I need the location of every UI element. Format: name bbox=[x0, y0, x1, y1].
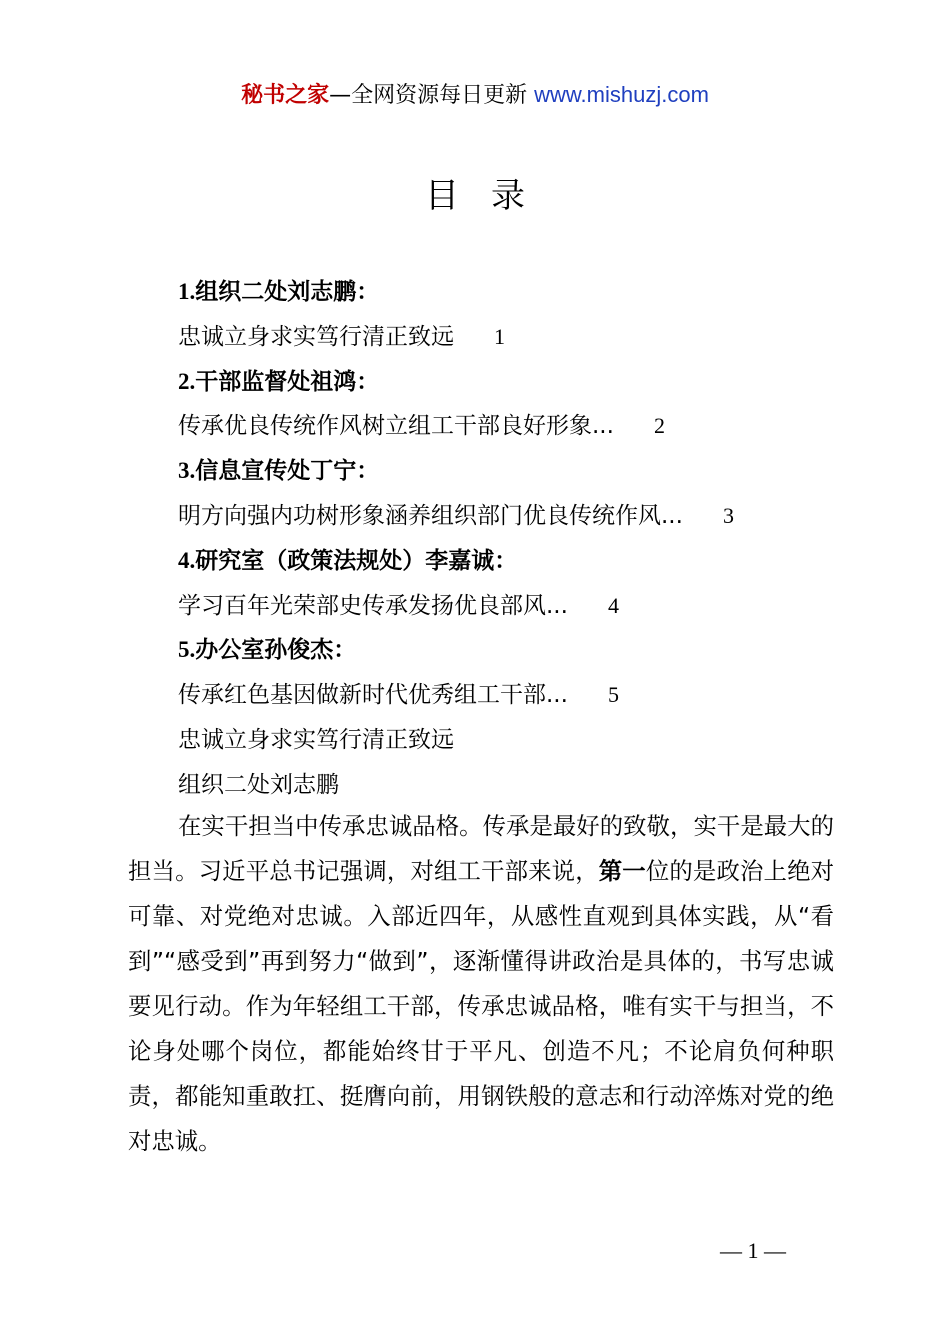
toc-heading-text: 信息宣传处丁宁： bbox=[195, 458, 380, 485]
toc-item-title: 传承红色基因做新时代优秀组工干部... bbox=[178, 682, 568, 709]
paragraph-text: 在实干担当中传承忠诚品格。传承是最好的致敬，实干是最大的担当。习近平总书记强调，对组工干部来说， bbox=[128, 812, 834, 885]
toc-heading-number: 3. bbox=[178, 458, 196, 484]
toc-heading bbox=[178, 360, 878, 405]
toc-heading-text: 组织二处刘志鹏： bbox=[195, 279, 380, 305]
toc-item-title: 忠诚立身求实笃行清正致远 bbox=[178, 323, 454, 350]
page-number: — 1 — bbox=[720, 1238, 786, 1263]
toc-title bbox=[0, 172, 950, 220]
website-link[interactable]: www.mishuzj.com bbox=[534, 82, 709, 107]
toc-heading bbox=[178, 539, 878, 584]
page-header bbox=[0, 80, 950, 111]
toc-heading-number: 5. bbox=[178, 637, 196, 663]
toc-page-number: 1 bbox=[494, 323, 505, 349]
toc-page-number: 5 bbox=[607, 682, 619, 708]
toc-heading-text: 办公室孙俊杰： bbox=[195, 637, 357, 664]
article-title: 忠诚立身求实笃行清正致远 bbox=[178, 726, 454, 753]
article-paragraph bbox=[128, 804, 834, 1164]
toc-item-title: 传承优良传统作风树立组工干部良好形象... bbox=[178, 413, 614, 440]
toc-item[interactable] bbox=[178, 584, 878, 629]
toc-page-number: 2 bbox=[653, 413, 665, 439]
toc-heading bbox=[178, 270, 878, 315]
paragraph-text: 位的是政治上绝对可靠、对党绝对忠诚。入部近四年，从感性直观到具体实践，从“看到”“感受到”再到努力“做到”，逐渐懂得讲政治是具体的，书写忠诚要见行动。作为年轻组工干部，传承忠诚品格，唯有实干与担当，不论身处哪个岗位，都能始终甘于平凡、创造不凡；不论肩负何种职责，都能知重敢扛、挺膺向前，用钢铁般的意志和行动淬炼对党的绝对忠诚。 bbox=[128, 857, 835, 1155]
toc-item[interactable] bbox=[178, 404, 878, 449]
toc-heading bbox=[178, 628, 878, 673]
brand-name: 秘书之家 bbox=[241, 83, 330, 108]
toc-item[interactable] bbox=[178, 494, 878, 539]
toc-item-title: 明方向强内功树形象涵养组织部门优良传统作风... bbox=[178, 502, 683, 529]
table-of-contents bbox=[178, 270, 878, 808]
header-slogan: —全网资源每日更新 bbox=[329, 83, 535, 108]
toc-heading-text: 研究室（政策法规处）李嘉诚： bbox=[195, 547, 518, 574]
toc-title-char: 目 bbox=[425, 176, 459, 216]
toc-item[interactable] bbox=[178, 673, 878, 718]
toc-item[interactable] bbox=[178, 315, 878, 360]
toc-heading bbox=[178, 449, 878, 494]
article-author: 组织二处刘志鹏 bbox=[178, 771, 339, 798]
toc-page-number: 3 bbox=[722, 502, 734, 528]
toc-heading-number: 1. bbox=[178, 279, 196, 304]
toc-heading-number: 4. bbox=[178, 547, 196, 573]
toc-heading-text: 干部监督处祖鸿： bbox=[195, 368, 380, 395]
toc-title-char: 录 bbox=[491, 176, 525, 216]
toc-heading-number: 2. bbox=[178, 368, 196, 394]
toc-page-number: 4 bbox=[607, 592, 619, 618]
toc-item-title: 学习百年光荣部史传承发扬优良部风... bbox=[178, 592, 568, 619]
paragraph-bold-text: 第一 bbox=[598, 857, 646, 885]
